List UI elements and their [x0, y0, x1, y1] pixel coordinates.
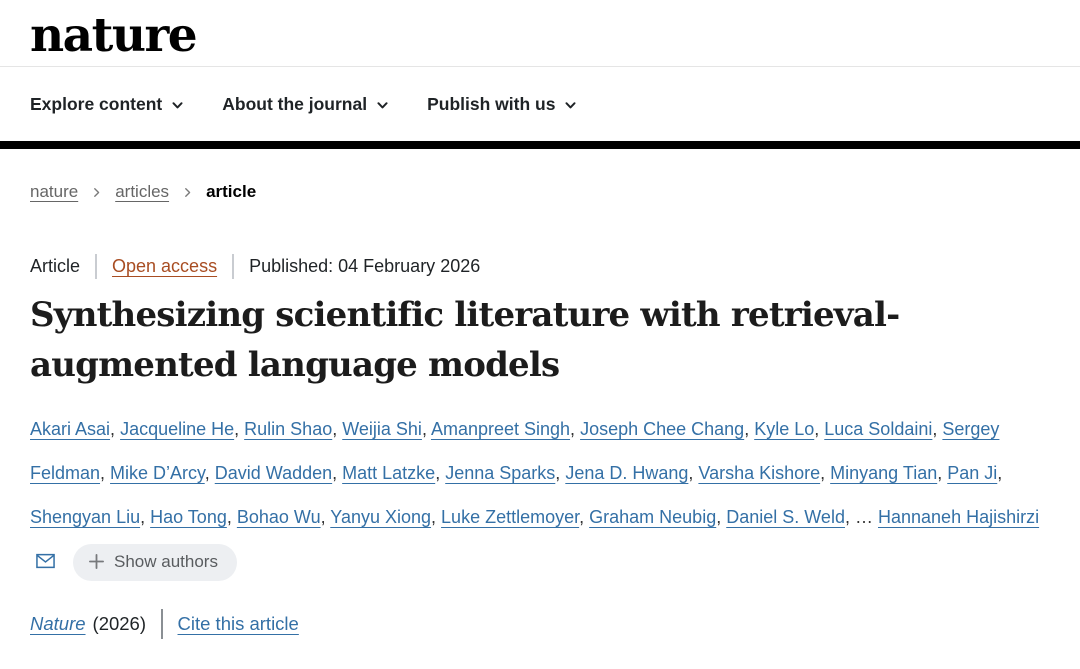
author-link[interactable]: Varsha Kishore: [698, 463, 821, 483]
corresponding-author-email[interactable]: [36, 541, 55, 585]
envelope-icon: [36, 553, 55, 569]
chevron-right-icon: [91, 187, 102, 198]
author-link[interactable]: Matt Latzke: [342, 463, 436, 483]
plus-icon: [88, 553, 105, 570]
author-separator: ,: [435, 463, 446, 483]
author-separator: ,: [110, 419, 121, 439]
header-divider-bar: [0, 141, 1080, 149]
author-link[interactable]: Shengyan Liu: [30, 507, 141, 527]
cite-this-article-link[interactable]: Cite this article: [177, 613, 299, 634]
author-link[interactable]: Minyang Tian: [830, 463, 938, 483]
published-date: Published: 04 February 2026: [249, 256, 481, 276]
author-separator: ,: [421, 419, 431, 439]
chevron-right-icon: [182, 187, 193, 198]
author-separator: ,: [570, 419, 581, 439]
nature-logo[interactable]: nature: [30, 8, 197, 63]
show-authors-button[interactable]: [73, 544, 237, 581]
author-link[interactable]: Akari Asai: [30, 419, 111, 439]
author-separator: ,: [579, 507, 590, 527]
author-separator: ,: [332, 419, 343, 439]
author-link[interactable]: Yanyu Xiong: [330, 507, 432, 527]
author-separator: ,: [716, 507, 727, 527]
show-authors-label: Show authors: [114, 551, 218, 571]
breadcrumb-articles-link[interactable]: articles: [115, 182, 170, 201]
author-link[interactable]: David Wadden: [214, 463, 333, 483]
author-link[interactable]: Amanpreet Singh: [430, 419, 571, 439]
author-separator: ,: [814, 419, 825, 439]
author-link[interactable]: Weijia Shi: [342, 419, 422, 439]
author-separator: ,: [204, 463, 215, 483]
article-meta: [30, 254, 1050, 279]
journal-year: (2026): [92, 613, 147, 634]
author-separator: ,: [140, 507, 151, 527]
chevron-down-icon: [564, 97, 577, 112]
author-link[interactable]: Joseph Chee Chang: [580, 419, 745, 439]
author-link[interactable]: Luke Zettlemoyer: [441, 507, 580, 527]
open-access-link[interactable]: Open access: [112, 256, 218, 276]
corresponding-author-link[interactable]: Hannaneh Hajishirzi: [878, 507, 1040, 527]
top-navigation: [0, 67, 1080, 141]
author-link[interactable]: Hao Tong: [150, 507, 227, 527]
author-link[interactable]: Jena D. Hwang: [565, 463, 689, 483]
chevron-down-icon: [171, 97, 184, 112]
masthead: [0, 0, 1080, 67]
main-content: [0, 182, 1080, 639]
meta-divider: [232, 254, 234, 279]
author-list: [30, 407, 1050, 585]
author-link[interactable]: Jenna Sparks: [445, 463, 556, 483]
author-link[interactable]: Daniel S. Weld: [726, 507, 845, 527]
author-link[interactable]: Graham Neubig: [589, 507, 717, 527]
author-separator: ,: [932, 419, 943, 439]
author-names: [30, 419, 1039, 527]
author-separator: ,: [234, 419, 245, 439]
article-title: [30, 290, 1050, 390]
author-link[interactable]: Jacqueline He: [120, 419, 235, 439]
author-separator: ,: [431, 507, 442, 527]
title-line-2: augmented language models: [30, 345, 560, 385]
author-separator: ,: [100, 463, 111, 483]
author-separator: ,: [332, 463, 343, 483]
nav-label: Publish with us: [427, 93, 556, 114]
meta-divider: [95, 254, 97, 279]
author-link[interactable]: Luca Soldaini: [824, 419, 933, 439]
nav-publish-with-us[interactable]: [427, 94, 577, 115]
breadcrumb: [30, 182, 1050, 202]
author-link[interactable]: Sergey Feldman: [30, 419, 1000, 483]
author-link[interactable]: Kyle Lo: [754, 419, 815, 439]
author-separator: ,: [744, 419, 755, 439]
title-line-1: Synthesizing scientific literature with retrieval-: [30, 295, 900, 335]
journal-link[interactable]: Nature: [30, 613, 86, 634]
breadcrumb-current: article: [206, 182, 257, 201]
author-separator: ,: [997, 463, 1003, 483]
author-separator: ,: [555, 463, 566, 483]
author-link[interactable]: Bohao Wu: [236, 507, 321, 527]
author-link[interactable]: Mike D’Arcy: [110, 463, 205, 483]
author-separator: ,: [320, 507, 331, 527]
author-separator: ,: [688, 463, 699, 483]
nav-about-the-journal[interactable]: [222, 94, 389, 115]
cite-divider: [161, 609, 163, 639]
authors-ellipsis: …: [854, 507, 878, 527]
author-link[interactable]: Rulin Shao: [244, 419, 333, 439]
nav-label: Explore content: [30, 93, 163, 114]
nav-label: About the journal: [222, 93, 368, 114]
author-separator: ,: [937, 463, 948, 483]
author-separator: ,: [820, 463, 831, 483]
author-link[interactable]: Pan Ji: [947, 463, 998, 483]
nav-explore-content[interactable]: [30, 94, 184, 115]
author-separator: ,: [844, 507, 855, 527]
breadcrumb-nature-link[interactable]: nature: [30, 182, 79, 201]
article-type-label: Article: [30, 256, 81, 276]
citation-bar: [30, 609, 1050, 639]
chevron-down-icon: [376, 97, 389, 112]
author-separator: ,: [226, 507, 237, 527]
